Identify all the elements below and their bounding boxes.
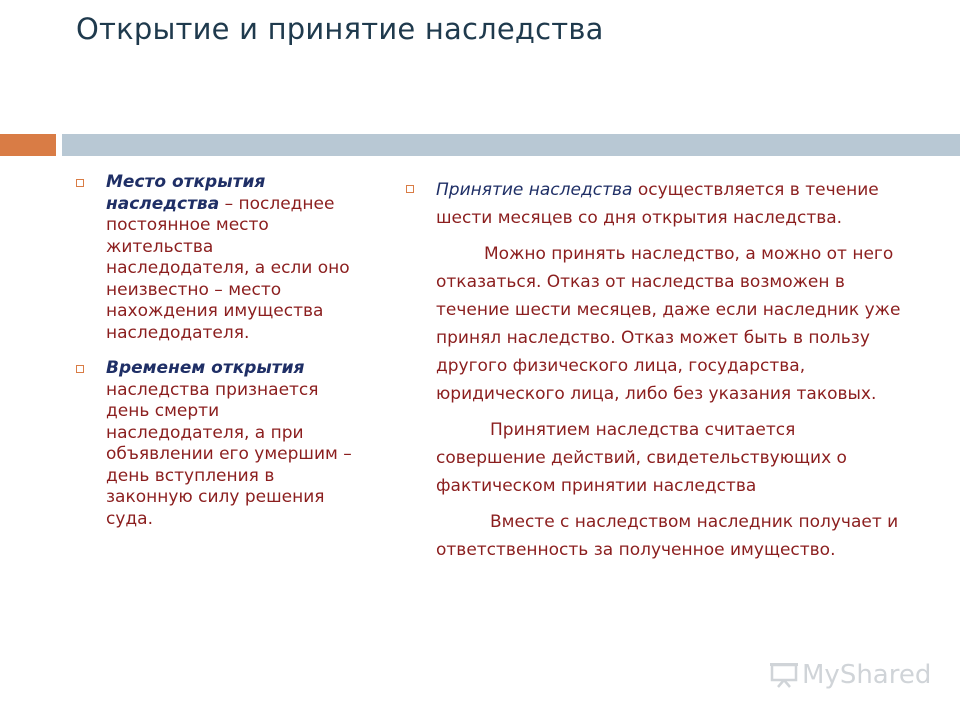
square-bullet-icon [406, 185, 414, 193]
presentation-icon [770, 662, 798, 688]
term: Временем открытия [106, 358, 305, 378]
right-column [406, 176, 906, 572]
accent-bar-orange [0, 134, 56, 156]
list-item [76, 172, 354, 344]
definition-text: наследства признается день смерти наследодателя, а при объявлении его умершим – день вступления в законную силу решения суда. [106, 379, 352, 529]
square-bullet-icon [76, 179, 84, 187]
square-bullet-icon [76, 365, 84, 373]
paragraph: Вместе с наследством наследник получает и ответственность за полученное имущество. [436, 512, 899, 560]
watermark-text: MyShared [802, 660, 932, 690]
list-item [76, 358, 354, 530]
paragraph: Можно принять наследство, а можно от него отказаться. Отказ от наследства возможен в течение шести месяцев, даже если наследник уже принял наследство. Отказ может быть в пользу другого физического лица, государства, юридического лица, либо без указания таковых. [436, 244, 901, 404]
watermark-logo [770, 660, 931, 690]
list-item [406, 176, 906, 232]
accent-bar-blue [62, 134, 960, 156]
term: Место открытия наследства [106, 172, 266, 214]
slide-title: Открытие и принятие наследства [76, 12, 604, 46]
definition-text: осуществляется в течение шести месяцев со дня открытия наследства. [436, 180, 879, 228]
term: Принятие наследства [436, 180, 633, 200]
left-column [76, 172, 354, 544]
paragraph: Принятием наследства считается совершение действий, свидетельствующих о фактическом принятии наследства [436, 420, 847, 496]
definition-text: – последнее постоянное место жительства наследодателя, а если оно неизвестно – место нахождения имущества наследодателя. [106, 193, 350, 343]
